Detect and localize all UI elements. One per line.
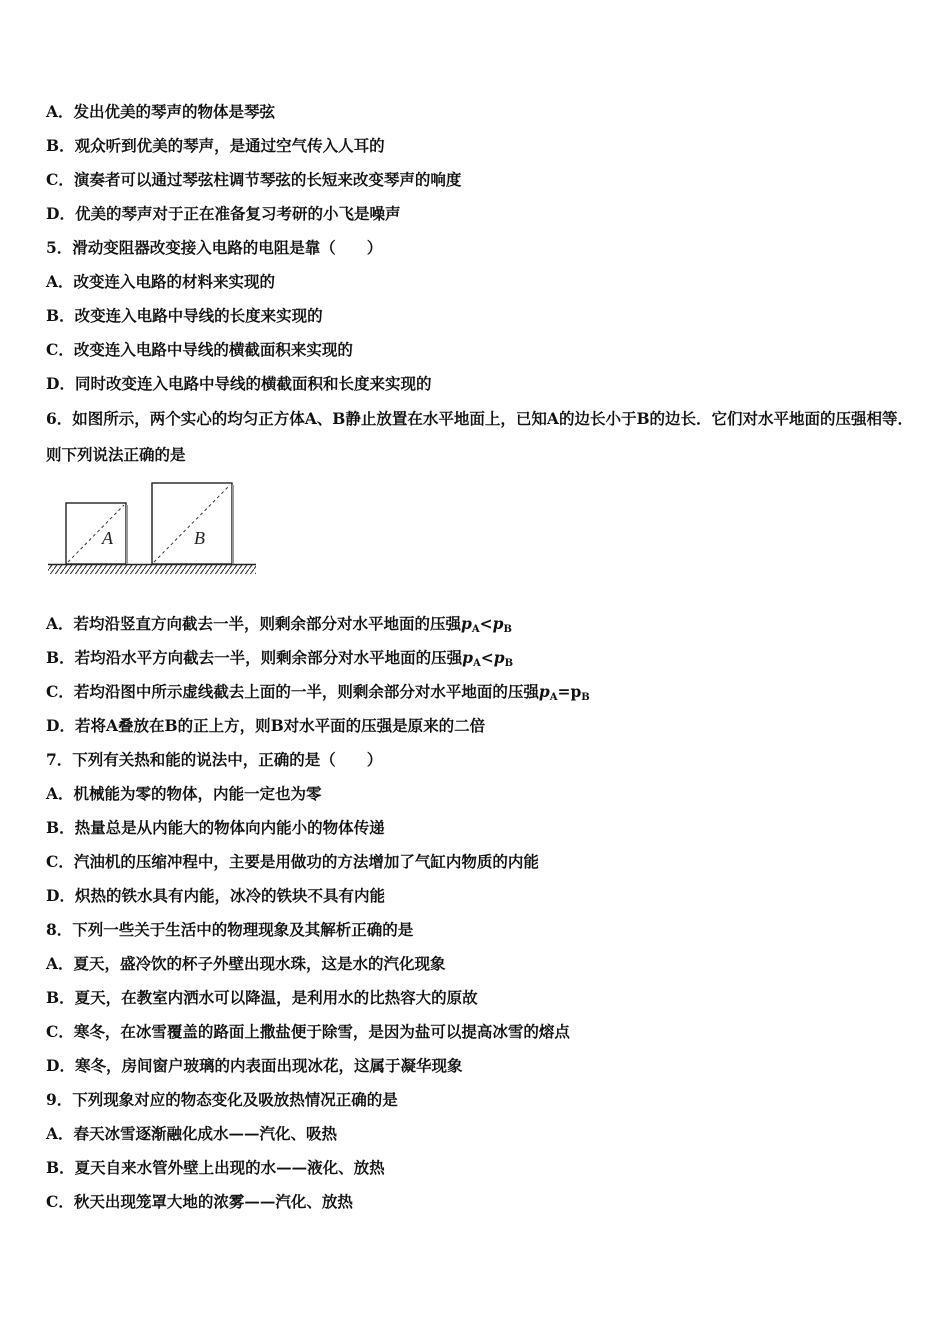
ground-hatch [48,565,256,574]
q9-stem: 9．下列现象对应的物态变化及吸放热情况正确的是 [46,1090,398,1109]
q6-option-a: A．若均沿竖直方向截去一半，则剩余部分对水平地面的压强$p_A<p_B$ [46,614,512,635]
cube-b-label: B [194,528,205,548]
q7-option-a: A．机械能为零的物体，内能一定也为零 [46,784,322,803]
q6-option-d: D．若将A叠放在B的正上方，则B对水平面的压强是原来的二倍 [46,716,486,735]
cubes-figure [44,478,260,578]
q8-option-b: B．夏天，在教室内洒水可以降温，是利用水的比热容大的原故 [46,988,478,1007]
cube-a-label: A [102,528,113,548]
q8-option-d: D．寒冬，房间窗户玻璃的内表面出现冰花，这属于凝华现象 [46,1056,463,1075]
q6-stem: 6．如图所示，两个实心的均匀正方体A、B静止放置在水平地面上，已知A的边长小于B的边长．它们对水平地面的压强相等．则下列说法正确的是 [46,409,914,464]
q8-stem: 8．下列一些关于生活中的物理现象及其解析正确的是 [46,920,414,939]
q4-option-d: D．优美的琴声对于正在准备复习考研的小飞是噪声 [46,204,401,223]
q9-option-a: A．春天冰雪逐渐融化成水——汽化、吸热 [46,1124,338,1143]
cube-a-shadow [126,505,128,564]
q7-option-c: C．汽油机的压缩冲程中，主要是用做功的方法增加了气缸内物质的内能 [46,852,539,871]
q5-option-c: C．改变连入电路中导线的横截面积来实现的 [46,340,353,359]
q7-option-d: D．炽热的铁水具有内能，冰冷的铁块不具有内能 [46,886,385,905]
q6-option-c: C．若均沿图中所示虚线截去上面的一半，则剩余部分对水平地面的压强$p_A=p_B$ [46,682,590,703]
q5-option-d: D．同时改变连入电路中导线的横截面积和长度来实现的 [46,374,432,393]
q9-option-c: C．秋天出现笼罩大地的浓雾——汽化、放热 [46,1192,353,1211]
cube-b-shadow [232,485,234,564]
q8-option-a: A．夏天，盛冷饮的杯子外壁出现水珠，这是水的汽化现象 [46,954,446,973]
q4-option-c: C．演奏者可以通过琴弦柱调节琴弦的长短来改变琴声的响度 [46,170,462,189]
q4-option-a: A．发出优美的琴声的物体是琴弦 [46,102,276,121]
q5-option-b: B．改变连入电路中导线的长度来实现的 [46,306,323,325]
cube-a [66,503,126,564]
q4-option-b: B．观众听到优美的琴声，是通过空气传入人耳的 [46,136,385,155]
q5-option-a: A．改变连入电路的材料来实现的 [46,272,276,291]
q5-stem: 5．滑动变阻器改变接入电路的电阻是靠（ ） [46,238,383,257]
q7-option-b: B．热量总是从内能大的物体向内能小的物体传递 [46,818,385,837]
q7-stem: 7．下列有关热和能的说法中，正确的是（ ） [46,750,383,769]
q8-option-c: C．寒冬，在冰雪覆盖的路面上撒盐便于除雪，是因为盐可以提高冰雪的熔点 [46,1022,570,1041]
q9-option-b: B．夏天自来水管外壁上出现的水——液化、放热 [46,1158,385,1177]
q6-option-b: B．若均沿水平方向截去一半，则剩余部分对水平地面的压强$p_A<p_B$ [46,648,514,669]
